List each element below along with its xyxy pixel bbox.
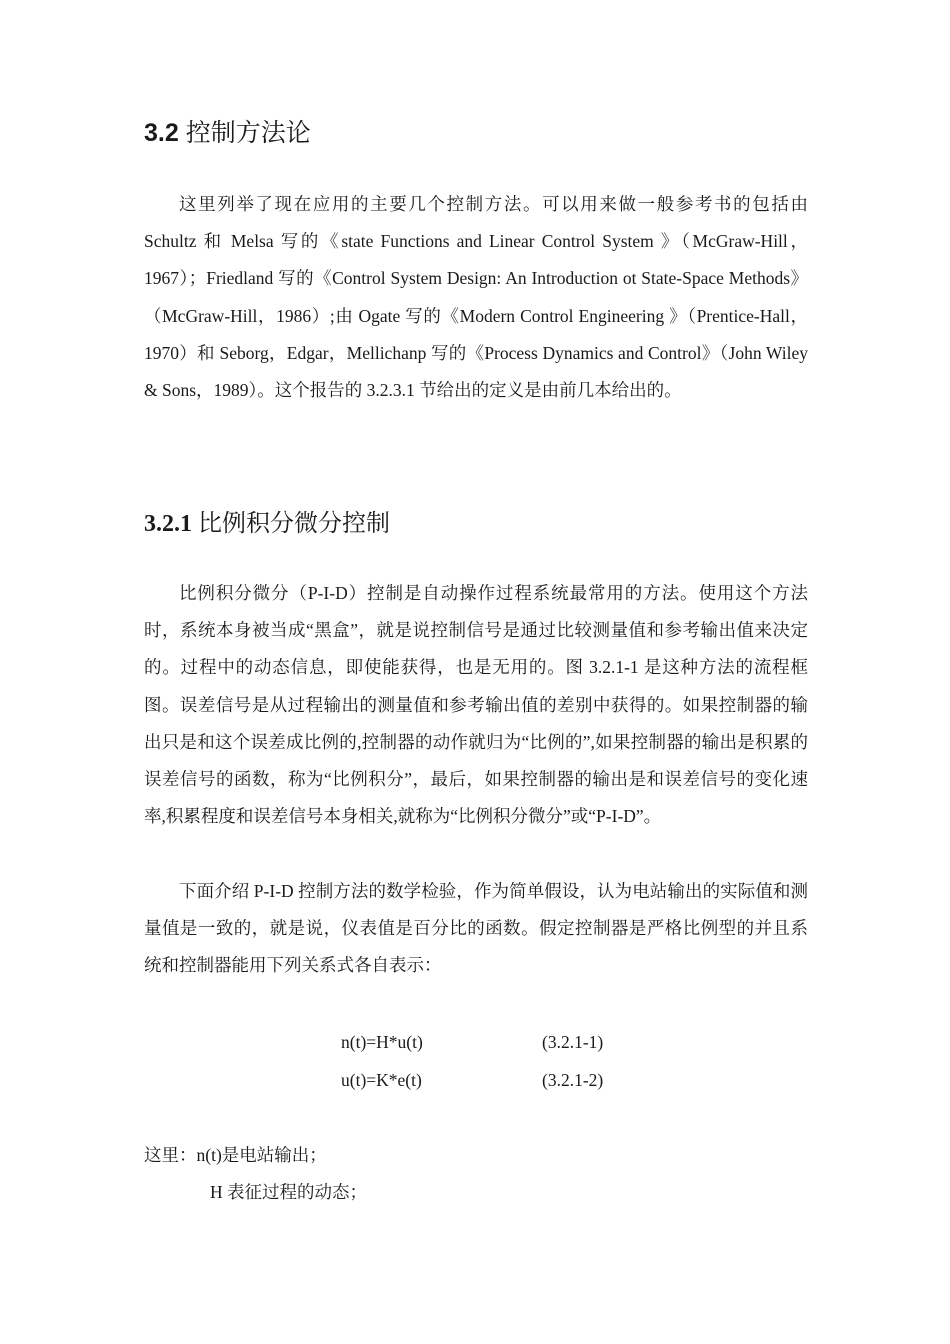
definition-line-2: H 表征过程的动态； [210, 1182, 368, 1202]
intro-paragraph: 这里列举了现在应用的主要几个控制方法。可以用来做一般参考书的包括由Schultz 和 Melsa 写的《state Functions and Linear Control System 》（McGraw-Hill，1967）；Friedland 写的《Control System Design: An Introduction ot State-Space Methods》（McGraw-Hill，1986）;由 Ogate 写的《Modern Control Engineering 》（Prentice-Hall，1970）和 Seborg，Edgar，Mellichanp 写的《Process Dynamics and Control》（John Wiley & Sons，1989）。这个报告的 3.2.3.1 节给出的定义是由前几本给出的。 [144, 194, 808, 401]
section-title: 控制方法论 [185, 119, 311, 147]
section-heading [144, 115, 311, 151]
equation-1-expression: n(t)=H*u(t) [341, 1032, 423, 1052]
equation-1-label: (3.2.1-1) [542, 1032, 604, 1052]
pid-paragraph-1: 比例积分微分（P-I-D）控制是自动操作过程系统最常用的方法。使用这个方法时，系统本身被当成“黑盒”，就是说控制信号是通过比较测量值和参考输出值来决定的。过程中的动态信息，即使能获得，也是无用的。图 3.2.1-1 是这种方法的流程框图。误差信号是从过程输出的测量值和参考输出值的差别中获得的。如果控制器的输出只是和这个误差成比例的,控制器的动作就归为“比例的”,如果控制器的输出是积累的误差信号的函数，称为“比例积分”，最后，如果控制器的输出是和误差信号的变化速率,积累程度和误差信号本身相关,就称为“比例积分微分”或“P-I-D”。 [144, 583, 808, 827]
definition-line-1: 这里：n(t)是电站输出； [144, 1145, 327, 1165]
subsection-heading [144, 506, 390, 542]
subsection-title: 比例积分微分控制 [198, 511, 390, 537]
subsection-number: 3.2.1 [144, 511, 192, 537]
equation-2-expression: u(t)=K*e(t) [341, 1070, 422, 1090]
equation-2-label: (3.2.1-2) [542, 1070, 604, 1090]
section-number: 3.2 [144, 119, 179, 147]
pid-paragraph-2: 下面介绍 P-I-D 控制方法的数学检验，作为简单假设，认为电站输出的实际值和测量值是一致的，就是说，仪表值是百分比的函数。假定控制器是严格比例型的并且系统和控制器能用下列关系式各自表示： [144, 881, 808, 976]
